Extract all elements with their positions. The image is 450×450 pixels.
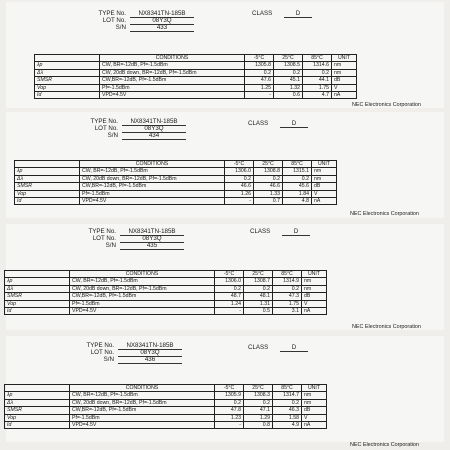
condition-cell: CW, BR=-12dB, Pf=-1.5dBm bbox=[80, 168, 225, 175]
company-footer: NEC Electronics Corporation bbox=[352, 324, 421, 330]
value-85: 1314.9 bbox=[273, 278, 302, 285]
table-row bbox=[5, 422, 327, 429]
condition-cell: CW, 20dB down, BR=-12dB, Pf=-1.5dBm bbox=[80, 175, 225, 182]
condition-cell: VPD=4.5V bbox=[70, 422, 215, 429]
condition-cell: VPD=4.5V bbox=[70, 308, 215, 315]
value-minus5: 47.8 bbox=[215, 407, 244, 414]
temp-25-header: 25°C bbox=[274, 55, 303, 62]
unit-cell: nm bbox=[302, 399, 327, 406]
value-25: 1.29 bbox=[244, 414, 273, 421]
parameter-symbol: Id bbox=[35, 92, 100, 99]
table-row bbox=[15, 198, 337, 205]
unit-cell: nA bbox=[302, 308, 327, 315]
value-85: 1.75 bbox=[303, 84, 332, 91]
value-85: 1314.6 bbox=[303, 62, 332, 69]
value-25: 0.6 bbox=[274, 92, 303, 99]
value-minus5: 1306.0 bbox=[225, 168, 254, 175]
type-no-value: NX8341TN-185B bbox=[122, 118, 186, 126]
table-row bbox=[35, 77, 357, 84]
value-minus5: 48.7 bbox=[215, 293, 244, 300]
table-row bbox=[15, 183, 337, 190]
condition-cell: VPD=4.5V bbox=[100, 92, 245, 99]
value-minus5: 1305.8 bbox=[245, 62, 274, 69]
parameter-symbol: Id bbox=[5, 308, 70, 315]
condition-cell: CW, 20dB down, BR=-12dB, Pf=-1.5dBm bbox=[70, 285, 215, 292]
table-row bbox=[35, 69, 357, 76]
temp-25-header: 25°C bbox=[244, 385, 273, 392]
value-85: 0.2 bbox=[303, 69, 332, 76]
temp-25-header: 25°C bbox=[254, 161, 283, 168]
unit-cell: V bbox=[312, 190, 337, 197]
temp-85-header: 85°C bbox=[283, 161, 312, 168]
condition-cell: CW,BR=-12dB, Pf=-1.5dBm bbox=[80, 183, 225, 190]
sn-label: S/N bbox=[115, 24, 126, 31]
condition-cell: VPD=4.5V bbox=[80, 198, 225, 205]
value-minus5: 0.2 bbox=[215, 399, 244, 406]
sn-value: 435 bbox=[120, 242, 184, 250]
symbol-header bbox=[5, 385, 70, 392]
value-85: 46.3 bbox=[273, 407, 302, 414]
sn-label: S/N bbox=[107, 132, 118, 139]
value-25: 1308.7 bbox=[244, 278, 273, 285]
symbol-header bbox=[15, 161, 80, 168]
parameter-symbol: λp bbox=[5, 278, 70, 285]
company-footer: NEC Electronics Corporation bbox=[352, 102, 421, 108]
value-85: 1.84 bbox=[283, 190, 312, 197]
unit-cell: nm bbox=[332, 62, 357, 69]
unit-cell: nm bbox=[302, 278, 327, 285]
table-row bbox=[5, 414, 327, 421]
class-label: CLASS bbox=[252, 10, 273, 17]
condition-cell: Pf=-1.5dBm bbox=[70, 300, 215, 307]
symbol-header bbox=[5, 271, 70, 278]
condition-cell: CW, BR=-12dB, Pf=-1.5dBm bbox=[100, 62, 245, 69]
class-value: D bbox=[284, 10, 312, 18]
unit-cell: nA bbox=[332, 92, 357, 99]
type-no-value: NX8341TN-185B bbox=[130, 10, 194, 18]
unit-cell: V bbox=[302, 414, 327, 421]
value-minus5: 0.2 bbox=[245, 69, 274, 76]
table-row bbox=[15, 168, 337, 175]
type-no-label: TYPE No. bbox=[86, 342, 114, 349]
temp-85-header: 85°C bbox=[303, 55, 332, 62]
value-25: 0.2 bbox=[244, 285, 273, 292]
conditions-header: CONDITIONS bbox=[80, 161, 225, 168]
condition-cell: Pf=-1.5dBm bbox=[70, 414, 215, 421]
unit-cell: nm bbox=[312, 175, 337, 182]
unit-cell: dB bbox=[312, 183, 337, 190]
test-report-sheet bbox=[0, 224, 450, 334]
lot-no-label: LOT No. bbox=[94, 125, 118, 132]
value-25: 0.8 bbox=[244, 422, 273, 429]
temp-85-header: 85°C bbox=[273, 271, 302, 278]
table-header-row bbox=[35, 55, 357, 62]
table-row bbox=[5, 407, 327, 414]
parameter-symbol: λp bbox=[15, 168, 80, 175]
class-value: D bbox=[280, 120, 308, 128]
parameter-symbol: SMSR bbox=[35, 77, 100, 84]
class-label: CLASS bbox=[248, 120, 269, 127]
class-value: D bbox=[282, 228, 310, 236]
value-25: 48.1 bbox=[244, 293, 273, 300]
value-minus5: 1.25 bbox=[245, 84, 274, 91]
table-row bbox=[5, 308, 327, 315]
parameter-symbol: Id bbox=[15, 198, 80, 205]
value-25: 1.33 bbox=[254, 190, 283, 197]
conditions-header: CONDITIONS bbox=[100, 55, 245, 62]
condition-cell: CW,BR=-12dB, Pf=-1.5dBm bbox=[100, 77, 245, 84]
value-85: 1314.7 bbox=[273, 392, 302, 399]
unit-cell: V bbox=[332, 84, 357, 91]
lot-no-value: 08Y3Q bbox=[130, 17, 194, 25]
table-row bbox=[5, 293, 327, 300]
value-25: 0.2 bbox=[254, 175, 283, 182]
unit-header: UNIT bbox=[332, 55, 357, 62]
characteristics-table bbox=[4, 384, 327, 429]
characteristics-table bbox=[14, 160, 337, 205]
value-minus5: 0.2 bbox=[215, 285, 244, 292]
value-25: 0.5 bbox=[244, 308, 273, 315]
table-row bbox=[5, 278, 327, 285]
table-row bbox=[5, 285, 327, 292]
parameter-symbol: Id bbox=[5, 422, 70, 429]
lot-no-value: 08Y3Q bbox=[118, 349, 182, 357]
parameter-symbol: Vop bbox=[15, 190, 80, 197]
value-25: 1308.5 bbox=[274, 62, 303, 69]
value-25: 1.32 bbox=[274, 84, 303, 91]
company-footer: NEC Electronics Corporation bbox=[350, 211, 419, 217]
value-85: 0.2 bbox=[273, 399, 302, 406]
lot-no-value: 08Y3Q bbox=[122, 125, 186, 133]
parameter-symbol: SMSR bbox=[5, 293, 70, 300]
unit-cell: nm bbox=[332, 69, 357, 76]
temp-25-header: 25°C bbox=[244, 271, 273, 278]
value-85: 4.7 bbox=[303, 92, 332, 99]
condition-cell: Pf=-1.5dBm bbox=[80, 190, 225, 197]
value-85: 0.2 bbox=[283, 175, 312, 182]
test-report-sheet bbox=[0, 336, 450, 450]
test-report-sheet bbox=[0, 112, 450, 222]
value-85: 0.2 bbox=[273, 285, 302, 292]
value-85: 44.1 bbox=[303, 77, 332, 84]
parameter-symbol: Vop bbox=[35, 84, 100, 91]
table-row bbox=[35, 92, 357, 99]
value-85: 1315.1 bbox=[283, 168, 312, 175]
lot-no-label: LOT No. bbox=[92, 235, 116, 242]
parameter-symbol: Vop bbox=[5, 300, 70, 307]
value-25: 47.1 bbox=[244, 407, 273, 414]
table-row bbox=[15, 190, 337, 197]
unit-header: UNIT bbox=[312, 161, 337, 168]
unit-cell: nm bbox=[312, 168, 337, 175]
value-minus5: 1.23 bbox=[215, 414, 244, 421]
value-85: 3.1 bbox=[273, 308, 302, 315]
condition-cell: CW, BR=-12dB, Pf=-1.5dBm bbox=[70, 392, 215, 399]
parameter-symbol: λp bbox=[5, 392, 70, 399]
unit-cell: nm bbox=[302, 285, 327, 292]
unit-cell: dB bbox=[332, 77, 357, 84]
conditions-header: CONDITIONS bbox=[70, 271, 215, 278]
value-25: 1308.8 bbox=[254, 168, 283, 175]
class-value: D bbox=[280, 344, 308, 352]
value-25: 0.2 bbox=[274, 69, 303, 76]
value-minus5: 1.24 bbox=[215, 300, 244, 307]
sn-value: 436 bbox=[118, 356, 182, 364]
sn-label: S/N bbox=[105, 242, 116, 249]
class-label: CLASS bbox=[250, 228, 271, 235]
temp-minus5-header: -5°C bbox=[225, 161, 254, 168]
conditions-header: CONDITIONS bbox=[70, 385, 215, 392]
table-header-row bbox=[15, 161, 337, 168]
lot-no-label: LOT No. bbox=[102, 17, 126, 24]
unit-cell: dB bbox=[302, 407, 327, 414]
characteristics-table bbox=[34, 54, 357, 99]
table-row bbox=[15, 175, 337, 182]
sn-value: 434 bbox=[122, 132, 186, 140]
table-row bbox=[35, 84, 357, 91]
condition-cell: CW, 20dB down, BR=-12dB, Pf=-1.5dBm bbox=[100, 69, 245, 76]
parameter-symbol: λp bbox=[35, 62, 100, 69]
table-row bbox=[35, 62, 357, 69]
unit-cell: nm bbox=[302, 392, 327, 399]
value-85: 4.9 bbox=[273, 422, 302, 429]
test-report-sheet bbox=[0, 2, 450, 112]
table-row bbox=[5, 300, 327, 307]
temp-85-header: 85°C bbox=[273, 385, 302, 392]
unit-header: UNIT bbox=[302, 271, 327, 278]
parameter-symbol: Δλ bbox=[35, 69, 100, 76]
parameter-symbol: Δλ bbox=[5, 285, 70, 292]
company-footer: NEC Electronics Corporation bbox=[350, 442, 419, 448]
value-25: 0.7 bbox=[254, 198, 283, 205]
value-25: 45.1 bbox=[274, 77, 303, 84]
value-85: 45.6 bbox=[283, 183, 312, 190]
table-row bbox=[5, 392, 327, 399]
value-85: 4.8 bbox=[283, 198, 312, 205]
condition-cell: CW,BR=-12dB, Pf=-1.5dBm bbox=[70, 407, 215, 414]
temp-minus5-header: -5°C bbox=[215, 385, 244, 392]
unit-cell: nA bbox=[312, 198, 337, 205]
class-label: CLASS bbox=[248, 344, 269, 351]
value-25: 46.6 bbox=[254, 183, 283, 190]
value-minus5: 1305.9 bbox=[215, 392, 244, 399]
type-no-value: NX8341TN-185B bbox=[118, 342, 182, 350]
value-minus5: 46.6 bbox=[225, 183, 254, 190]
value-25: 1308.3 bbox=[244, 392, 273, 399]
lot-no-label: LOT No. bbox=[90, 349, 114, 356]
unit-cell: V bbox=[302, 300, 327, 307]
temp-minus5-header: -5°C bbox=[215, 271, 244, 278]
type-no-label: TYPE No. bbox=[90, 118, 118, 125]
value-minus5: 1.26 bbox=[225, 190, 254, 197]
lot-no-value: 08Y3Q bbox=[120, 235, 184, 243]
sn-value: 433 bbox=[130, 24, 194, 32]
unit-header: UNIT bbox=[302, 385, 327, 392]
value-85: 1.75 bbox=[273, 300, 302, 307]
value-minus5: - bbox=[245, 92, 274, 99]
condition-cell: CW,BR=-12dB, Pf=-1.5dBm bbox=[70, 293, 215, 300]
parameter-symbol: Vop bbox=[5, 414, 70, 421]
temp-minus5-header: -5°C bbox=[245, 55, 274, 62]
parameter-symbol: Δλ bbox=[5, 399, 70, 406]
parameter-symbol: SMSR bbox=[15, 183, 80, 190]
value-minus5: 0.2 bbox=[225, 175, 254, 182]
type-no-label: TYPE No. bbox=[88, 228, 116, 235]
type-no-value: NX8341TN-185B bbox=[120, 228, 184, 236]
unit-cell: dB bbox=[302, 293, 327, 300]
value-85: 47.3 bbox=[273, 293, 302, 300]
characteristics-table bbox=[4, 270, 327, 315]
condition-cell: Pf=-1.5dBm bbox=[100, 84, 245, 91]
value-85: 1.58 bbox=[273, 414, 302, 421]
condition-cell: CW, 20dB down, BR=-12dB, Pf=-1.5dBm bbox=[70, 399, 215, 406]
value-25: 1.31 bbox=[244, 300, 273, 307]
type-no-label: TYPE No. bbox=[98, 10, 126, 17]
symbol-header bbox=[35, 55, 100, 62]
value-minus5: 1306.0 bbox=[215, 278, 244, 285]
table-header-row bbox=[5, 271, 327, 278]
value-minus5: 47.6 bbox=[245, 77, 274, 84]
parameter-symbol: Δλ bbox=[15, 175, 80, 182]
value-minus5: - bbox=[225, 198, 254, 205]
value-minus5: - bbox=[215, 308, 244, 315]
table-header-row bbox=[5, 385, 327, 392]
value-25: 0.2 bbox=[244, 399, 273, 406]
sn-label: S/N bbox=[103, 356, 114, 363]
value-minus5: - bbox=[215, 422, 244, 429]
table-row bbox=[5, 399, 327, 406]
unit-cell: nA bbox=[302, 422, 327, 429]
condition-cell: CW, BR=-12dB, Pf=-1.5dBm bbox=[70, 278, 215, 285]
parameter-symbol: SMSR bbox=[5, 407, 70, 414]
